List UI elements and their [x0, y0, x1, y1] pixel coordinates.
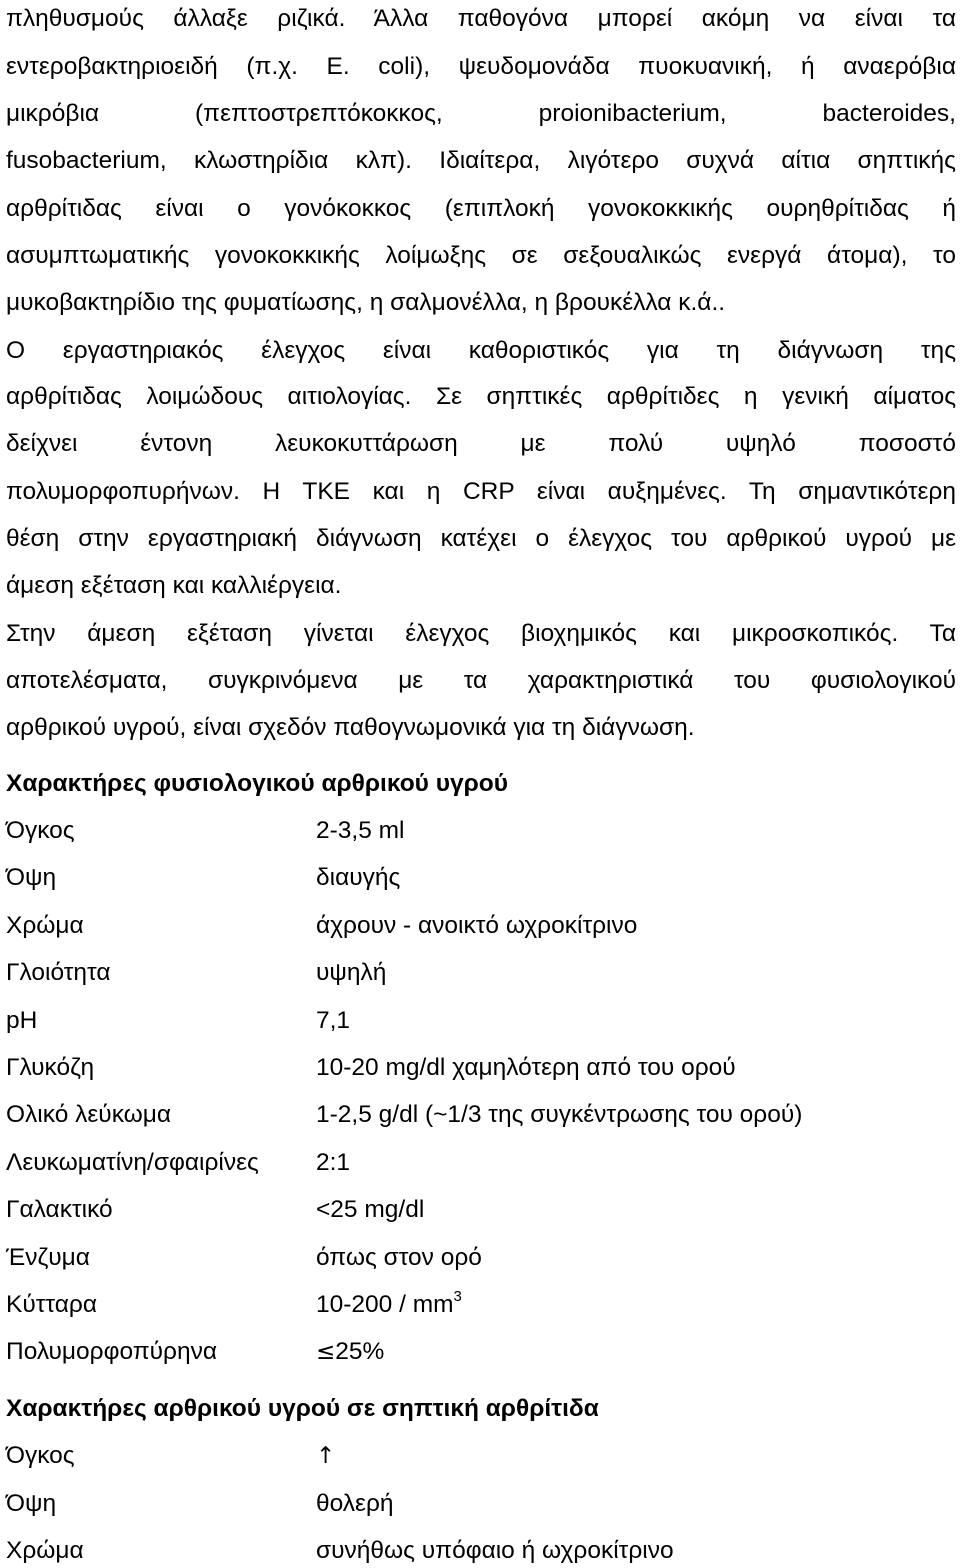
section-heading-septic-fluid: Χαρακτήρες αρθρικού υγρού σε σηπτική αρθρίτιδα	[6, 1395, 599, 1422]
section-heading-normal-fluid: Χαρακτήρες φυσιολογικού αρθρικού υγρού	[6, 770, 509, 797]
paragraph-line: εντεροβακτηριοειδή (π.χ. E. coli), ψευδομονάδα πυοκυανική, ή αναερόβια	[6, 53, 956, 80]
cells-value-text: 10-200 / mm	[316, 1291, 454, 1318]
property-label: Πολυμορφοπύρηνα	[6, 1338, 218, 1365]
property-row	[6, 1053, 956, 1083]
property-label: Όγκος	[6, 817, 75, 844]
property-value	[316, 1337, 384, 1367]
property-value: διαυγής	[316, 864, 401, 891]
arrow-up-icon: ↑	[316, 1443, 336, 1469]
property-row	[6, 1148, 956, 1178]
paragraph-line: μυκοβακτηρίδιο της φυματίωσης, η σαλμονέλλα, η βρουκέλλα κ.ά..	[6, 289, 726, 316]
property-label: Γλυκόζη	[6, 1054, 95, 1081]
paragraph-line: δείχνει έντονη λευκοκυττάρωση με πολύ υψηλό ποσοστό	[6, 430, 956, 457]
property-row	[6, 1536, 956, 1566]
paragraph-line: θέση στην εργαστηριακή διάγνωση κατέχει ο έλεγχος του αρθρικού υγρού με	[6, 525, 956, 552]
property-value: <25 mg/dl	[316, 1196, 425, 1223]
property-row	[6, 1100, 956, 1130]
paragraph-line: fusobacterium, κλωστηρίδια κλπ). Ιδιαίτερα, λιγότερο συχνά αίτια σηπτικής	[6, 147, 956, 174]
property-label: Χρώμα	[6, 912, 84, 939]
property-row	[6, 1441, 956, 1471]
paragraph-line: Στην άμεση εξέταση γίνεται έλεγχος βιοχημικός και μικροσκοπικός. Τα	[6, 620, 956, 647]
property-row	[6, 816, 956, 846]
paragraph-line: πληθυσμούς άλλαξε ριζικά. Άλλα παθογόνα μπορεί ακόμη να είναι τα	[6, 5, 956, 32]
percentage-value-text: 25%	[335, 1338, 385, 1365]
property-value: υψηλή	[316, 959, 387, 986]
paragraph-line: αρθρίτιδας λοιμώδους αιτιολογίας. Σε σηπτικές αρθρίτιδες η γενική αίματος	[6, 383, 956, 410]
property-label: Χρώμα	[6, 1537, 84, 1564]
property-value: όπως στον ορό	[316, 1244, 482, 1271]
paragraph-line: αρθρικού υγρού, είναι σχεδόν παθογνωμονικά για τη διάγνωση.	[6, 714, 695, 741]
property-row	[6, 1243, 956, 1273]
property-value	[316, 1290, 462, 1323]
property-row	[6, 863, 956, 893]
property-value	[316, 1441, 335, 1471]
property-row	[6, 1489, 956, 1519]
paragraph-line: ασυμπτωματικής γονοκοκκικής λοίμωξης σε σεξουαλικώς ενεργά άτομα), το	[6, 242, 956, 269]
property-label: Ολικό λεύκωμα	[6, 1101, 172, 1128]
property-label: Κύτταρα	[6, 1291, 98, 1318]
property-label: Γλοιότητα	[6, 959, 111, 986]
paragraph-line: πολυμορφοπυρήνων. Η ΤΚΕ και η CRP είναι αυξημένες. Τη σημαντικότερη	[6, 478, 956, 505]
property-value: 2-3,5 ml	[316, 817, 405, 844]
property-label: Λευκωματίνη/σφαιρίνες	[6, 1149, 259, 1176]
property-row	[6, 1290, 956, 1320]
property-value: 1-2,5 g/dl (~1/3 της συγκέντρωσης του ορού)	[316, 1101, 803, 1128]
property-label: Όψη	[6, 864, 57, 891]
paragraph-line: μικρόβια (πεπτοστρεπτόκοκκος, proionibacterium, bacteroides,	[6, 100, 956, 127]
property-label: Ένζυμα	[6, 1244, 90, 1271]
property-value: 7,1	[316, 1007, 351, 1034]
property-label: Όψη	[6, 1490, 57, 1517]
property-value: 10-20 mg/dl χαμηλότερη από του ορού	[316, 1054, 736, 1081]
paragraph-line: αρθρίτιδας είναι ο γονόκοκκος (επιπλοκή γονοκοκκικής ουρηθρίτιδας ή	[6, 195, 956, 222]
property-label: pH	[6, 1007, 38, 1034]
property-value: θολερή	[316, 1490, 394, 1517]
paragraph-line: άμεση εξέταση και καλλιέργεια.	[6, 572, 342, 599]
property-value: συνήθως υπόφαιο ή ωχροκίτρινο	[316, 1537, 674, 1564]
property-value: άχρουν - ανοικτό ωχροκίτρινο	[316, 912, 638, 939]
property-row	[6, 1337, 956, 1367]
property-row	[6, 1195, 956, 1225]
cubed-superscript: 3	[453, 1288, 462, 1305]
property-label: Όγκος	[6, 1442, 75, 1469]
less-or-equal-icon: ≤	[316, 1339, 336, 1365]
property-row	[6, 911, 956, 941]
property-label: Γαλακτικό	[6, 1196, 113, 1223]
paragraph-line: αποτελέσματα, συγκρινόμενα με τα χαρακτηριστικά του φυσιολογικού	[6, 667, 956, 694]
paragraph-line: Ο εργαστηριακός έλεγχος είναι καθοριστικός για τη διάγνωση της	[6, 337, 956, 364]
property-row	[6, 1006, 956, 1036]
property-row	[6, 958, 956, 988]
property-value: 2:1	[316, 1149, 351, 1176]
